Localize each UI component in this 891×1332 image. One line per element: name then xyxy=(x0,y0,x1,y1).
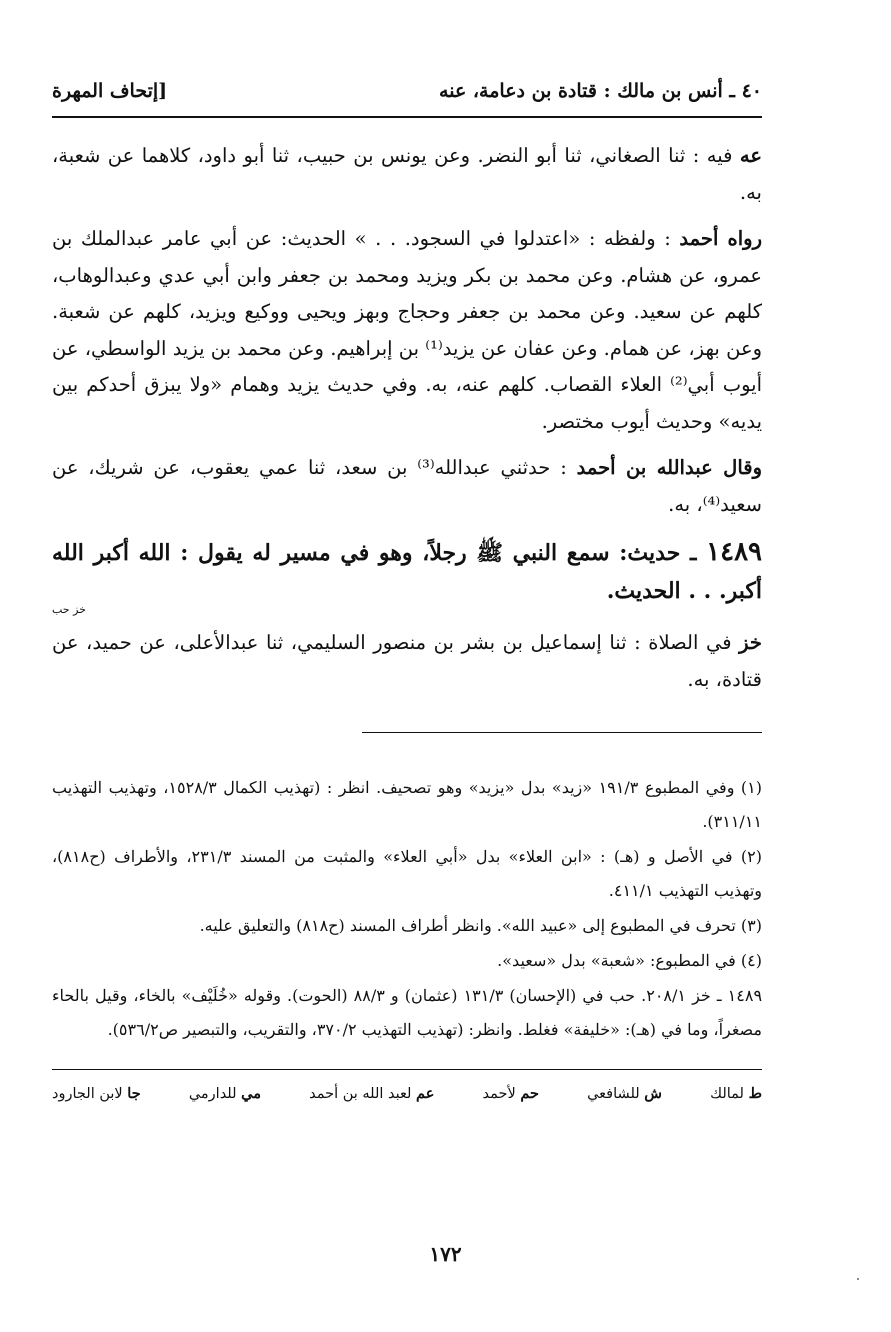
abbrev-item: جا لابن الجارود xyxy=(52,1085,141,1102)
abbrev-item: حم لأحمد xyxy=(482,1085,539,1102)
paragraph-3-lead: وقال عبدالله بن أحمد xyxy=(576,456,762,479)
paragraph-4 xyxy=(52,625,762,698)
paragraph-3 xyxy=(52,450,762,523)
hadith-source-symbols: خز حب xyxy=(52,603,86,616)
footnote-separator xyxy=(362,732,762,733)
paragraph-4-lead: خز xyxy=(739,631,762,654)
paragraph-2-lead: رواه أحمد xyxy=(679,227,763,250)
running-header xyxy=(52,80,762,114)
abbrev-item: ط لمالك xyxy=(710,1085,762,1102)
abbrev-item: ش للشافعي xyxy=(587,1085,662,1102)
paragraph-1-text: فيه : ثنا الصغاني، ثنا أبو النضر. وعن يونس بن حبيب، ثنا أبو داود، كلاهما عن شعبة، به. xyxy=(52,144,762,204)
paragraph-2-text: : ولفظه : «اعتدلوا في السجود. . . » الحديث: عن أبي عامر عبدالملك بن عمرو، عن هشام. وعن محمد بن بكر ويزيد ومحمد بن جعفر وابن أبي عدي وعبدالوهاب، كلهم عن سعيد. وعن محمد بن جعفر وحجاج وبهز ويحيى ووكيع ويزيد، كلهم عن شعبة. وعن بهز، عن همام. وعن عفان عن يزيد⁽¹⁾ بن إبراهيم. وعن محمد بن يزيد الواسطي، عن أيوب أبي⁽²⁾ العلاء القصاب. كلهم عنه، به. وفي حديث يزيد وهمام «ولا يبزق أحدكم بين يديه» وحديث أيوب مختصر. xyxy=(52,227,762,433)
header-rule xyxy=(52,116,762,118)
footnote-3: (٣) تحرف في المطبوع إلى «عبيد الله». وانظر أطراف المسند (ح٨١٨) والتعليق عليه. xyxy=(199,916,762,935)
paragraph-4-text: في الصلاة : ثنا إسماعيل بن بشر بن منصور السليمي، ثنا عبدالأعلى، عن حميد، عن قتادة، به. xyxy=(52,631,762,691)
scan-speck xyxy=(857,1278,859,1280)
footnote-2: (٢) في الأصل و (هـ) : «ابن العلاء» بدل «أبي العلاء» والمثبت من المسند ٢٣١/٣، والأطراف (ح٨١٨)، وتهذيب التهذيب ٤١١/١. xyxy=(52,847,763,900)
header-chapter-title: ٤٠ ـ أنس بن مالك : قتادة بن دعامة، عنه xyxy=(439,80,762,102)
footnote-hadith-1489: ١٤٨٩ ـ خز ٢٠٨/١. حب في (الإحسان) ١٣١/٣ (عثمان) و ٨٨/٣ (الحوت). وقوله «خُلَيْف» بالخاء، وقيل بالحاء مصغراً، وما في (هـ): «خليفة» فغلط. وانظر: (تهذيب التهذيب ٣٧٠/٢، والتقريب، والتبصير ص٥٣٦/٢). xyxy=(52,986,763,1039)
hadith-entry xyxy=(52,533,762,615)
header-book-title: [إتحاف المهرة xyxy=(52,80,168,102)
hadith-number: ١٤٨٩ xyxy=(706,537,762,567)
footnote-4: (٤) في المطبوع: «شعبة» بدل «سعيد». xyxy=(497,951,762,970)
paragraph-1 xyxy=(52,138,762,211)
paragraph-1-lead: عه xyxy=(739,144,762,167)
page-number: ١٧٢ xyxy=(429,1242,462,1266)
hadith-text: ـ حديث: سمع النبي ﷺ رجلاً، وهو في مسير له يقول : الله أكبر الله أكبر. . . الحديث. xyxy=(52,540,762,604)
paragraph-2 xyxy=(52,221,762,440)
abbrev-item: مي للدارمي xyxy=(188,1085,261,1102)
footnote-1: (١) وفي المطبوع ١٩١/٣ «زيد» بدل «يزيد» وهو تصحيف. انظر : (تهذيب الكمال ١٥٢٨/٣، وتهذيب التهذيب ٣١١/١١). xyxy=(52,778,763,831)
paragraph-3-text: : حدثني عبدالله⁽³⁾ بن سعد، ثنا عمي يعقوب، عن شريك، عن سعيد⁽⁴⁾، به. xyxy=(52,456,762,516)
book-page xyxy=(52,80,762,1108)
abbrev-item: عم لعبد الله بن أحمد xyxy=(309,1085,435,1102)
footer-rule xyxy=(52,1069,762,1070)
abbreviation-key xyxy=(52,1080,762,1108)
